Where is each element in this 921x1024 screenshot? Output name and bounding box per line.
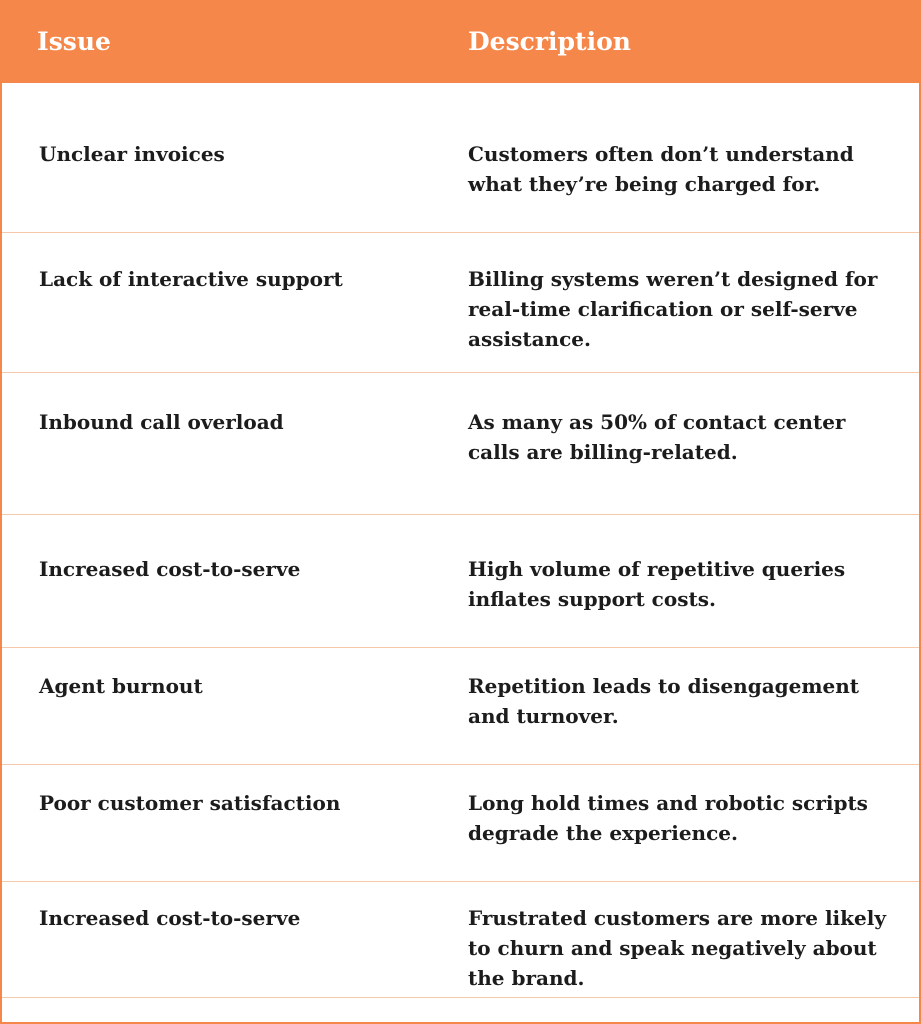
table-row xyxy=(2,882,919,998)
description-cell: Frustrated customers are more likely to churn and speak negatively about the brand. xyxy=(468,906,886,990)
header-issue: Issue xyxy=(37,27,111,56)
table-row xyxy=(2,648,919,765)
table-row xyxy=(2,233,919,373)
issue-cell: Increased cost-to-serve xyxy=(39,906,301,930)
table-row xyxy=(2,373,919,515)
description-cell: Long hold times and robotic scripts degrade the experience. xyxy=(468,791,868,845)
description-cell: Repetition leads to disengagement and turnover. xyxy=(468,674,860,728)
table-row xyxy=(2,765,919,882)
table-row xyxy=(2,515,919,648)
issue-cell: Inbound call overload xyxy=(39,410,284,434)
table-row xyxy=(2,83,919,233)
issue-cell: Lack of interactive support xyxy=(39,267,343,291)
description-cell: As many as 50% of contact center calls are billing-related. xyxy=(468,410,846,464)
description-cell: Billing systems weren’t designed for real-time clarification or self-serve assistance. xyxy=(468,267,878,351)
description-cell: High volume of repetitive queries inflates support costs. xyxy=(468,557,846,611)
description-cell: Customers often don’t understand what they’re being charged for. xyxy=(468,142,854,196)
issue-cell: Agent burnout xyxy=(39,674,203,698)
issue-cell: Increased cost-to-serve xyxy=(39,557,301,581)
issue-cell: Poor customer satisfaction xyxy=(39,791,341,815)
issue-cell: Unclear invoices xyxy=(39,142,225,166)
header-description: Description xyxy=(468,27,631,56)
table-header xyxy=(2,0,919,83)
